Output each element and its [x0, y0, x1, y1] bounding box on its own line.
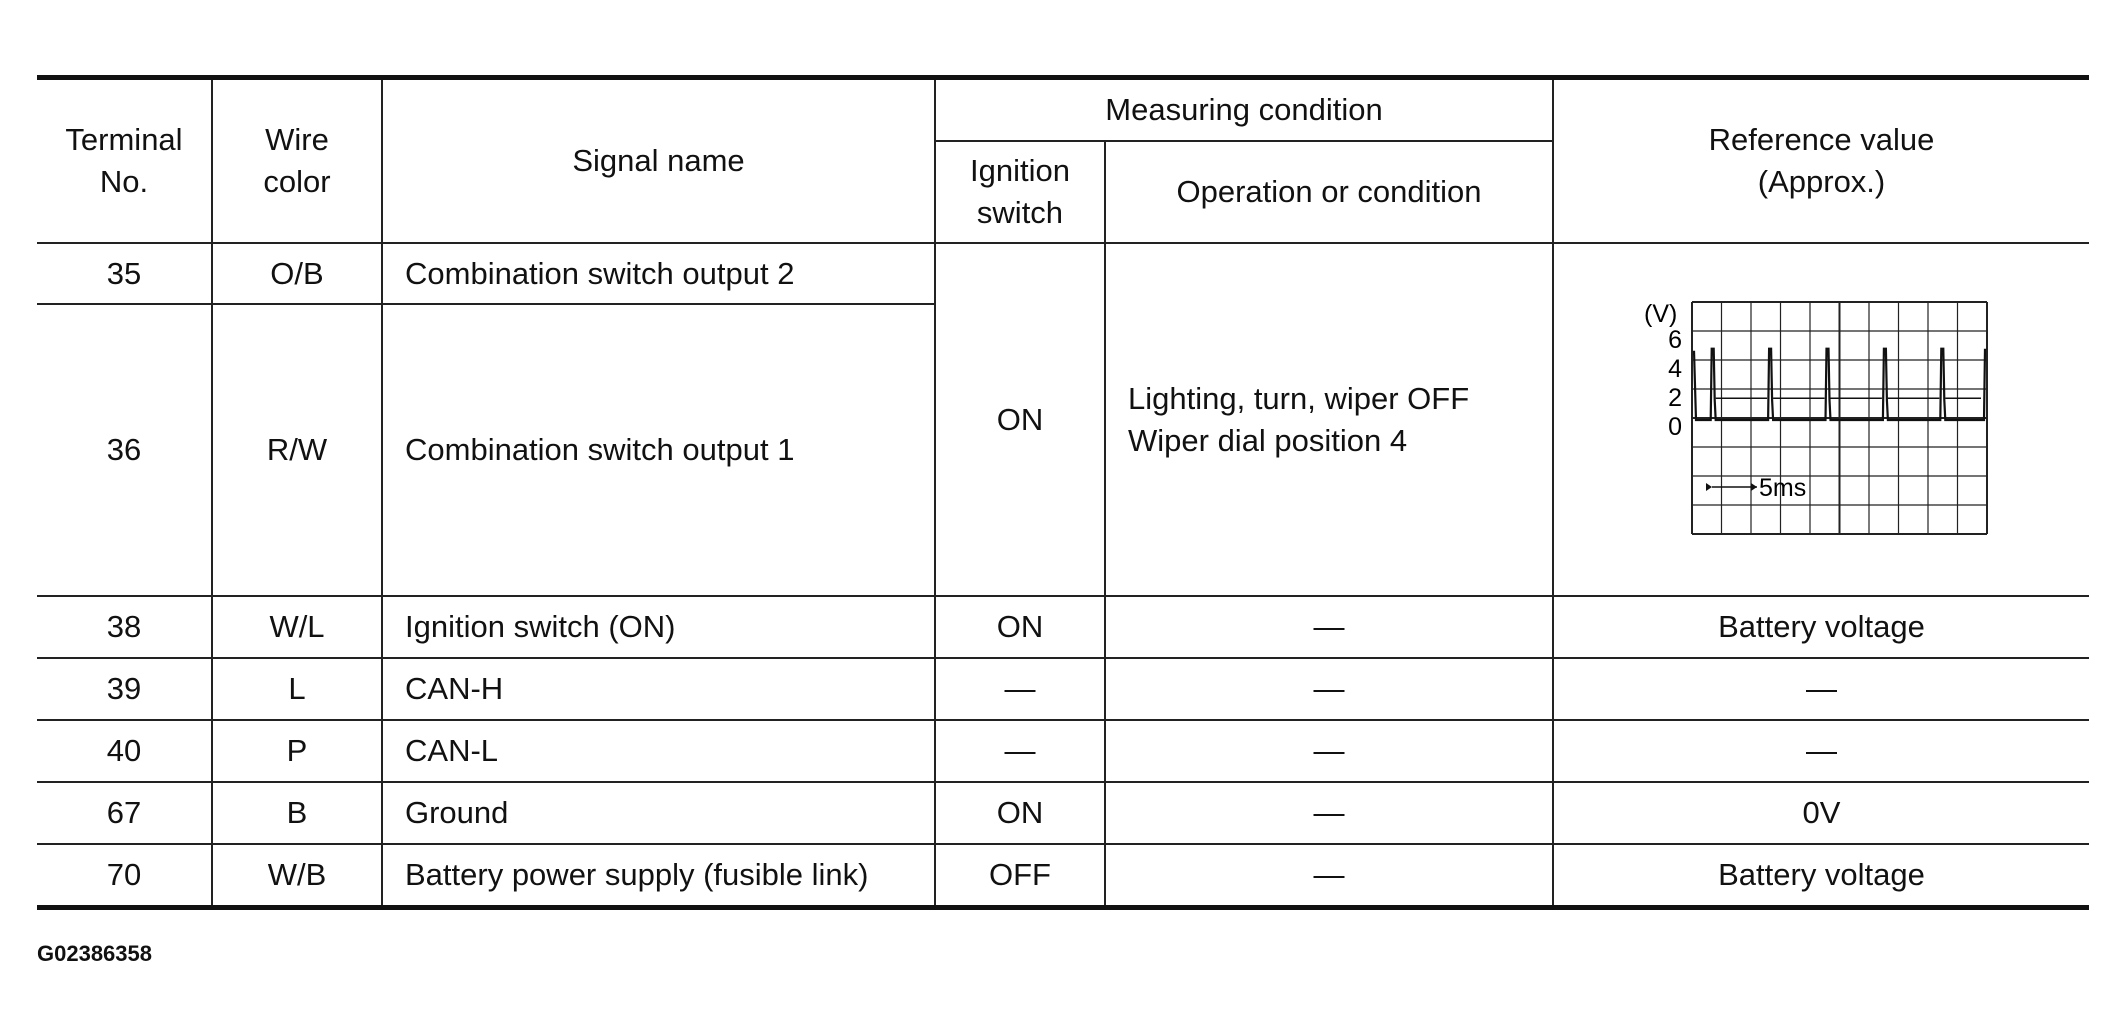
header-ignition-switch: Ignition switch: [935, 141, 1105, 243]
cell-wire-color: R/W: [212, 304, 382, 596]
cell-terminal: 35: [37, 243, 212, 304]
time-scale-arrow-right: [1751, 483, 1757, 491]
cell-ignition: —: [935, 658, 1105, 720]
cell-terminal: 38: [37, 596, 212, 658]
waveform-graph: [1632, 284, 2012, 544]
cell-terminal: 36: [37, 304, 212, 596]
cell-wire-color: P: [212, 720, 382, 782]
cell-wire-color: B: [212, 782, 382, 844]
cell-signal-name: Battery power supply (fusible link): [382, 844, 935, 908]
table-row: [37, 596, 2089, 658]
waveform-unit-label: (V): [1643, 300, 1677, 329]
cell-signal-name: Combination switch output 2: [382, 243, 935, 304]
cell-reference-waveform: [1553, 243, 2089, 596]
cell-ignition-merged: ON: [935, 243, 1105, 596]
operation-line-2: Wiper dial position 4: [1128, 422, 1408, 458]
table-row: [37, 658, 2089, 720]
cell-ignition: ON: [935, 596, 1105, 658]
cell-reference: Battery voltage: [1553, 844, 2089, 908]
header-operation: Operation or condition: [1105, 141, 1553, 243]
figure-id: G02386358: [37, 941, 152, 966]
cell-terminal: 40: [37, 720, 212, 782]
cell-ignition: OFF: [935, 844, 1105, 908]
table-row: [37, 243, 2089, 304]
cell-operation: —: [1105, 720, 1553, 782]
cell-ignition: —: [935, 720, 1105, 782]
cell-wire-color: W/L: [212, 596, 382, 658]
cell-wire-color: W/B: [212, 844, 382, 908]
table-row: [37, 720, 2089, 782]
cell-signal-name: CAN-H: [382, 658, 935, 720]
cell-wire-color: L: [212, 658, 382, 720]
header-row-1: [37, 78, 2089, 142]
table-row: [37, 844, 2089, 908]
cell-reference: Battery voltage: [1553, 596, 2089, 658]
waveform-grid: [1692, 302, 1987, 534]
terminal-reference-table: [37, 75, 2089, 910]
cell-operation: —: [1105, 782, 1553, 844]
header-terminal: Terminal No.: [37, 78, 212, 244]
cell-signal-name: Ground: [382, 782, 935, 844]
cell-operation: —: [1105, 658, 1553, 720]
table-row: [37, 782, 2089, 844]
cell-ignition: ON: [935, 782, 1105, 844]
cell-signal-name: CAN-L: [382, 720, 935, 782]
y-tick-6: 6: [1667, 326, 1682, 355]
cell-signal-name: Combination switch output 1: [382, 304, 935, 596]
cell-reference: —: [1553, 658, 2089, 720]
cell-operation-merged: [1105, 243, 1553, 596]
cell-operation: —: [1105, 844, 1553, 908]
y-tick-4: 4: [1667, 355, 1682, 384]
cell-terminal: 67: [37, 782, 212, 844]
header-measuring-condition: Measuring condition: [935, 78, 1553, 142]
header-wire-color: Wire color: [212, 78, 382, 244]
operation-line-1: Lighting, turn, wiper OFF: [1128, 380, 1470, 416]
cell-operation: —: [1105, 596, 1553, 658]
time-scale-label: 5ms: [1758, 474, 1806, 503]
cell-signal-name: Ignition switch (ON): [382, 596, 935, 658]
cell-terminal: 70: [37, 844, 212, 908]
header-reference-value: Reference value (Approx.): [1553, 78, 2089, 244]
table: [37, 75, 2089, 910]
header-signal-name: Signal name: [382, 78, 935, 244]
cell-reference: 0V: [1553, 782, 2089, 844]
cell-reference: —: [1553, 720, 2089, 782]
y-tick-2: 2: [1667, 384, 1682, 413]
time-scale-arrow-left: [1706, 483, 1712, 491]
cell-terminal: 39: [37, 658, 212, 720]
y-tick-0: 0: [1667, 413, 1682, 442]
cell-wire-color: O/B: [212, 243, 382, 304]
